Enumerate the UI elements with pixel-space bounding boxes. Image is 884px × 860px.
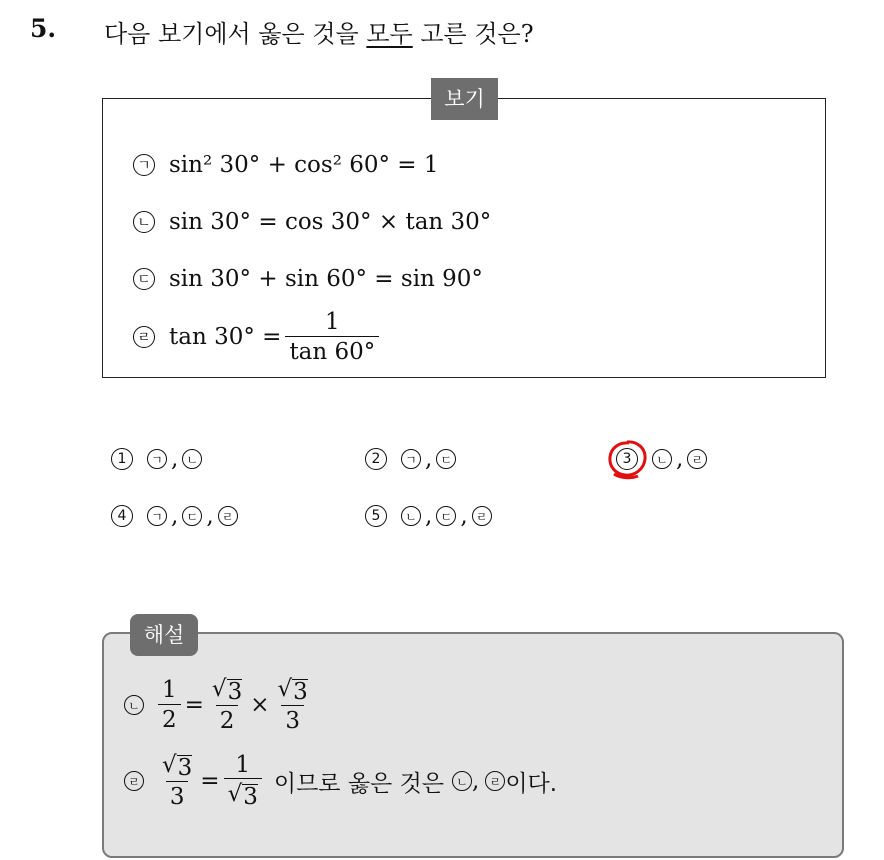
choice-1[interactable]	[111, 444, 202, 474]
bogi-item-1	[133, 150, 439, 180]
fraction-numerator: 1	[162, 677, 177, 704]
choice-2-number: 2	[365, 448, 387, 470]
bogi-item-3	[133, 264, 483, 294]
radical-sign: √	[277, 676, 293, 702]
fraction-numerator: 1	[325, 309, 340, 336]
fraction-denominator: tan 60°	[285, 336, 379, 365]
choice-3-options: ㄴ , ㄹ	[652, 446, 707, 472]
choice-3[interactable]	[616, 444, 707, 474]
solution-line-2: ㄹ √ 3 3 = 1 √ 3 이므로 옳은 것은 ㄴ , ㄹ 이다.	[124, 752, 557, 811]
radicand: 3	[227, 679, 243, 705]
question-number: 5.	[30, 14, 57, 43]
marker-rieul: ㄹ	[485, 771, 505, 791]
marker-giyeok: ㄱ	[147, 506, 167, 526]
marker-rieul: ㄹ	[124, 771, 144, 791]
fraction-denominator	[224, 778, 262, 810]
bogi-item-4-fraction	[285, 309, 379, 365]
choice-1-number: 1	[111, 448, 133, 470]
solution-text-after: 이다.	[505, 770, 558, 797]
fraction-numerator	[158, 752, 196, 781]
marker-rieul: ㄹ	[133, 326, 155, 348]
radical-sign: √	[211, 676, 227, 702]
fraction-sqrt3-over-3	[158, 752, 196, 811]
marker-giyeok: ㄱ	[401, 449, 421, 469]
radicand: 3	[243, 784, 258, 811]
choice-2-options: ㄱ , ㄷ	[401, 446, 456, 472]
bogi-item-4-lhs: tan 30° =	[169, 324, 282, 350]
marker-giyeok: ㄱ	[133, 154, 155, 176]
times-sign: ×	[250, 692, 270, 719]
fraction-numerator	[274, 676, 312, 705]
choice-4-options: ㄱ , ㄷ , ㄹ	[147, 503, 238, 529]
marker-rieul: ㄹ	[687, 449, 707, 469]
bogi-item-2-expr: sin 30° = cos 30° × tan 30°	[169, 209, 492, 235]
fraction-one-over-sqrt3	[224, 752, 262, 811]
fraction-numerator	[208, 676, 246, 705]
choice-2[interactable]	[365, 444, 456, 474]
question-text-underlined: 모두	[366, 20, 413, 48]
radicand: 3	[293, 679, 308, 705]
marker-giyeok: ㄱ	[147, 449, 167, 469]
marker-nieun: ㄴ	[652, 449, 672, 469]
radical-sign: √	[227, 781, 243, 808]
bogi-item-3-expr: sin 30° + sin 60° = sin 90°	[169, 266, 483, 292]
marker-digeut: ㄷ	[436, 449, 456, 469]
marker-digeut: ㄷ	[133, 268, 155, 290]
fraction-sqrt3-over-3	[274, 676, 312, 735]
fraction-denominator: 2	[158, 704, 181, 733]
marker-nieun: ㄴ	[401, 506, 421, 526]
solution-label: 해설	[130, 614, 198, 656]
marker-rieul: ㄹ	[472, 506, 492, 526]
solution-line-1	[124, 676, 316, 735]
choice-5[interactable]	[365, 501, 492, 531]
marker-nieun: ㄴ	[133, 211, 155, 233]
fraction-denominator: 3	[166, 781, 189, 810]
choice-4-number: 4	[111, 505, 133, 527]
choice-3-number: 3	[616, 448, 638, 470]
choice-1-options: ㄱ , ㄴ	[147, 446, 202, 472]
question-text-after: 고른 것은?	[412, 20, 534, 48]
fraction-sqrt3-over-2	[208, 676, 246, 735]
marker-nieun: ㄴ	[182, 449, 202, 469]
equals-sign: =	[200, 768, 220, 795]
bogi-item-4	[133, 305, 383, 369]
choice-4[interactable]	[111, 501, 238, 531]
marker-rieul: ㄹ	[218, 506, 238, 526]
question-text-before: 다음 보기에서 옳은 것을	[104, 20, 367, 48]
fraction-numerator: 1	[235, 752, 251, 778]
marker-digeut: ㄷ	[436, 506, 456, 526]
bogi-item-1-expr: sin² 30° + cos² 60° = 1	[169, 152, 439, 178]
fraction-one-half	[158, 677, 181, 733]
solution-box	[102, 632, 844, 858]
bogi-item-2	[133, 207, 491, 237]
fraction-denominator: 3	[281, 705, 304, 734]
marker-nieun: ㄴ	[452, 771, 472, 791]
solution-text-before: 이므로 옳은 것은	[273, 770, 445, 797]
choice-5-number: 5	[365, 505, 387, 527]
marker-nieun: ㄴ	[124, 695, 144, 715]
choice-5-options: ㄴ , ㄷ , ㄹ	[401, 503, 492, 529]
radical-sign: √	[162, 752, 177, 778]
question-text	[104, 14, 534, 49]
bogi-label: 보기	[431, 78, 498, 120]
marker-digeut: ㄷ	[182, 506, 202, 526]
radicand: 3	[177, 755, 193, 781]
fraction-denominator: 2	[216, 705, 239, 734]
equals-sign: =	[184, 692, 204, 719]
